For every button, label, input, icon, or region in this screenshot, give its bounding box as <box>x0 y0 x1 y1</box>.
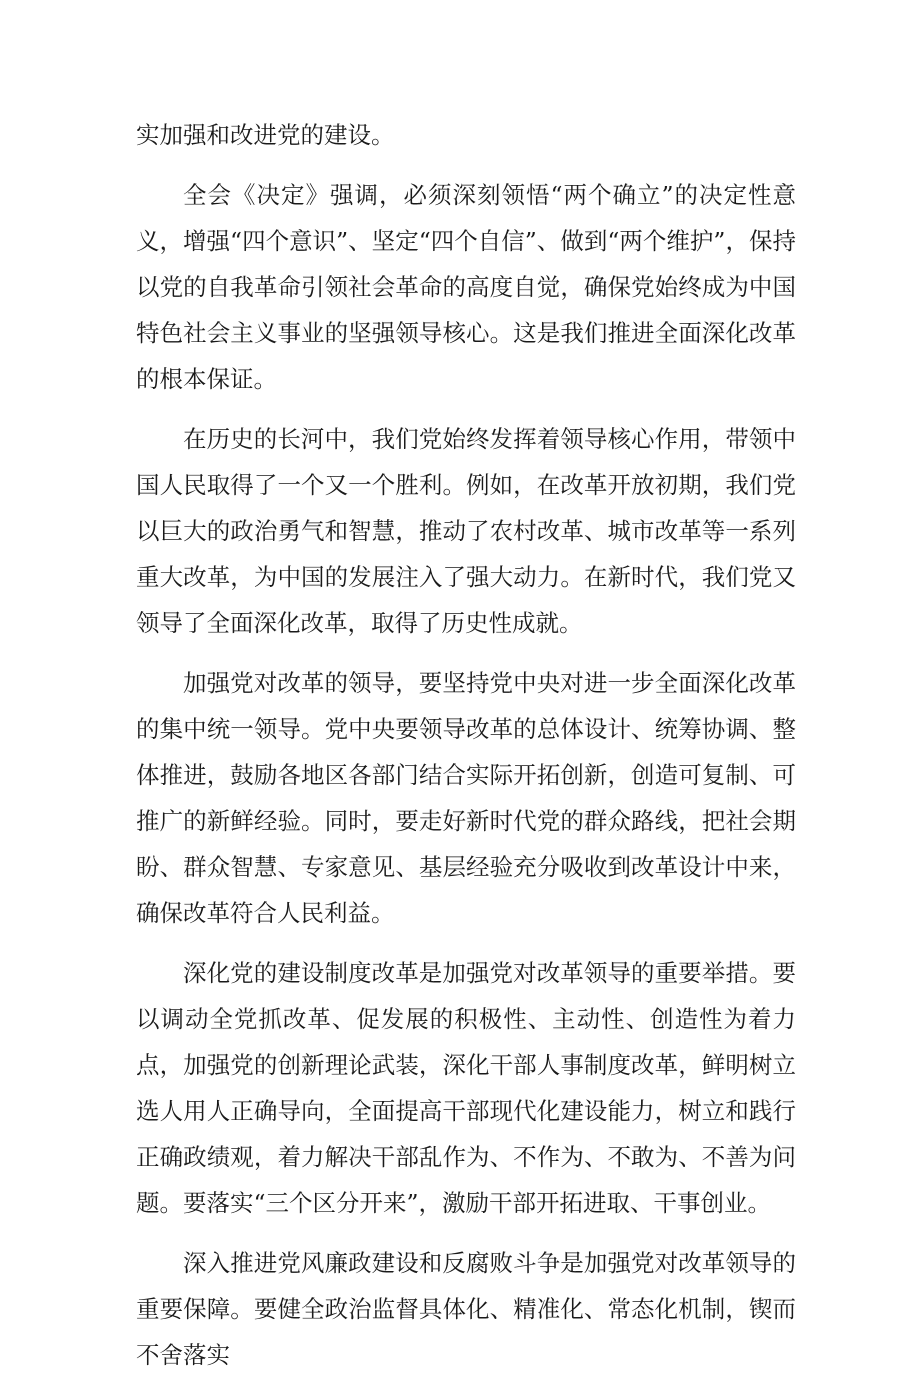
paragraph-2: 在历史的长河中，我们党始终发挥着领导核心作用，带领中国人民取得了一个又一个胜利。例如，在改革开放初期，我们党以巨大的政治勇气和智慧，推动了农村改革、城市改革等一系列重大改革，为中国的发展注入了强大动力。在新时代，我们党又领导了全面深化改革，取得了历史性成就。 <box>136 425 796 637</box>
paragraph-3: 加强党对改革的领导，要坚持党中央对进一步全面深化改革的集中统一领导。党中央要领导改革的总体设计、统筹协调、整体推进，鼓励各地区各部门结合实际开拓创新，创造可复制、可推广的新鲜经验。同时，要走好新时代党的群众路线，把社会期盼、群众智慧、专家意见、基层经验充分吸收到改革设计中来，确保改革符合人民利益。 <box>136 669 796 927</box>
paragraph-4: 深化党的建设制度改革是加强党对改革领导的重要举措。要以调动全党抓改革、促发展的积极性、主动性、创造性为着力点，加强党的创新理论武装，深化干部人事制度改革，鲜明树立选人用人正确导向，全面提高干部现代化建设能力，树立和践行正确政绩观，着力解决干部乱作为、不作为、不敢为、不善为问题。要落实“三个区分开来”，激励干部开拓进取、干事创业。 <box>136 959 796 1217</box>
paragraph-1: 全会《决定》强调，必须深刻领悟“两个确立”的决定性意义，增强“四个意识”、坚定“四个自信”、做到“两个维护”，保持以党的自我革命引领社会革命的高度自觉，确保党始终成为中国特色社会主义事业的坚强领导核心。这是我们推进全面深化改革的根本保证。 <box>136 181 796 393</box>
document-body <box>136 112 796 1392</box>
paragraph-0: 实加强和改进党的建设。 <box>136 121 395 149</box>
paragraph-5: 深入推进党风廉政建设和反腐败斗争是加强党对改革领导的重要保障。要健全政治监督具体化、精准化、常态化机制，锲而不舍落实 <box>136 1249 796 1369</box>
